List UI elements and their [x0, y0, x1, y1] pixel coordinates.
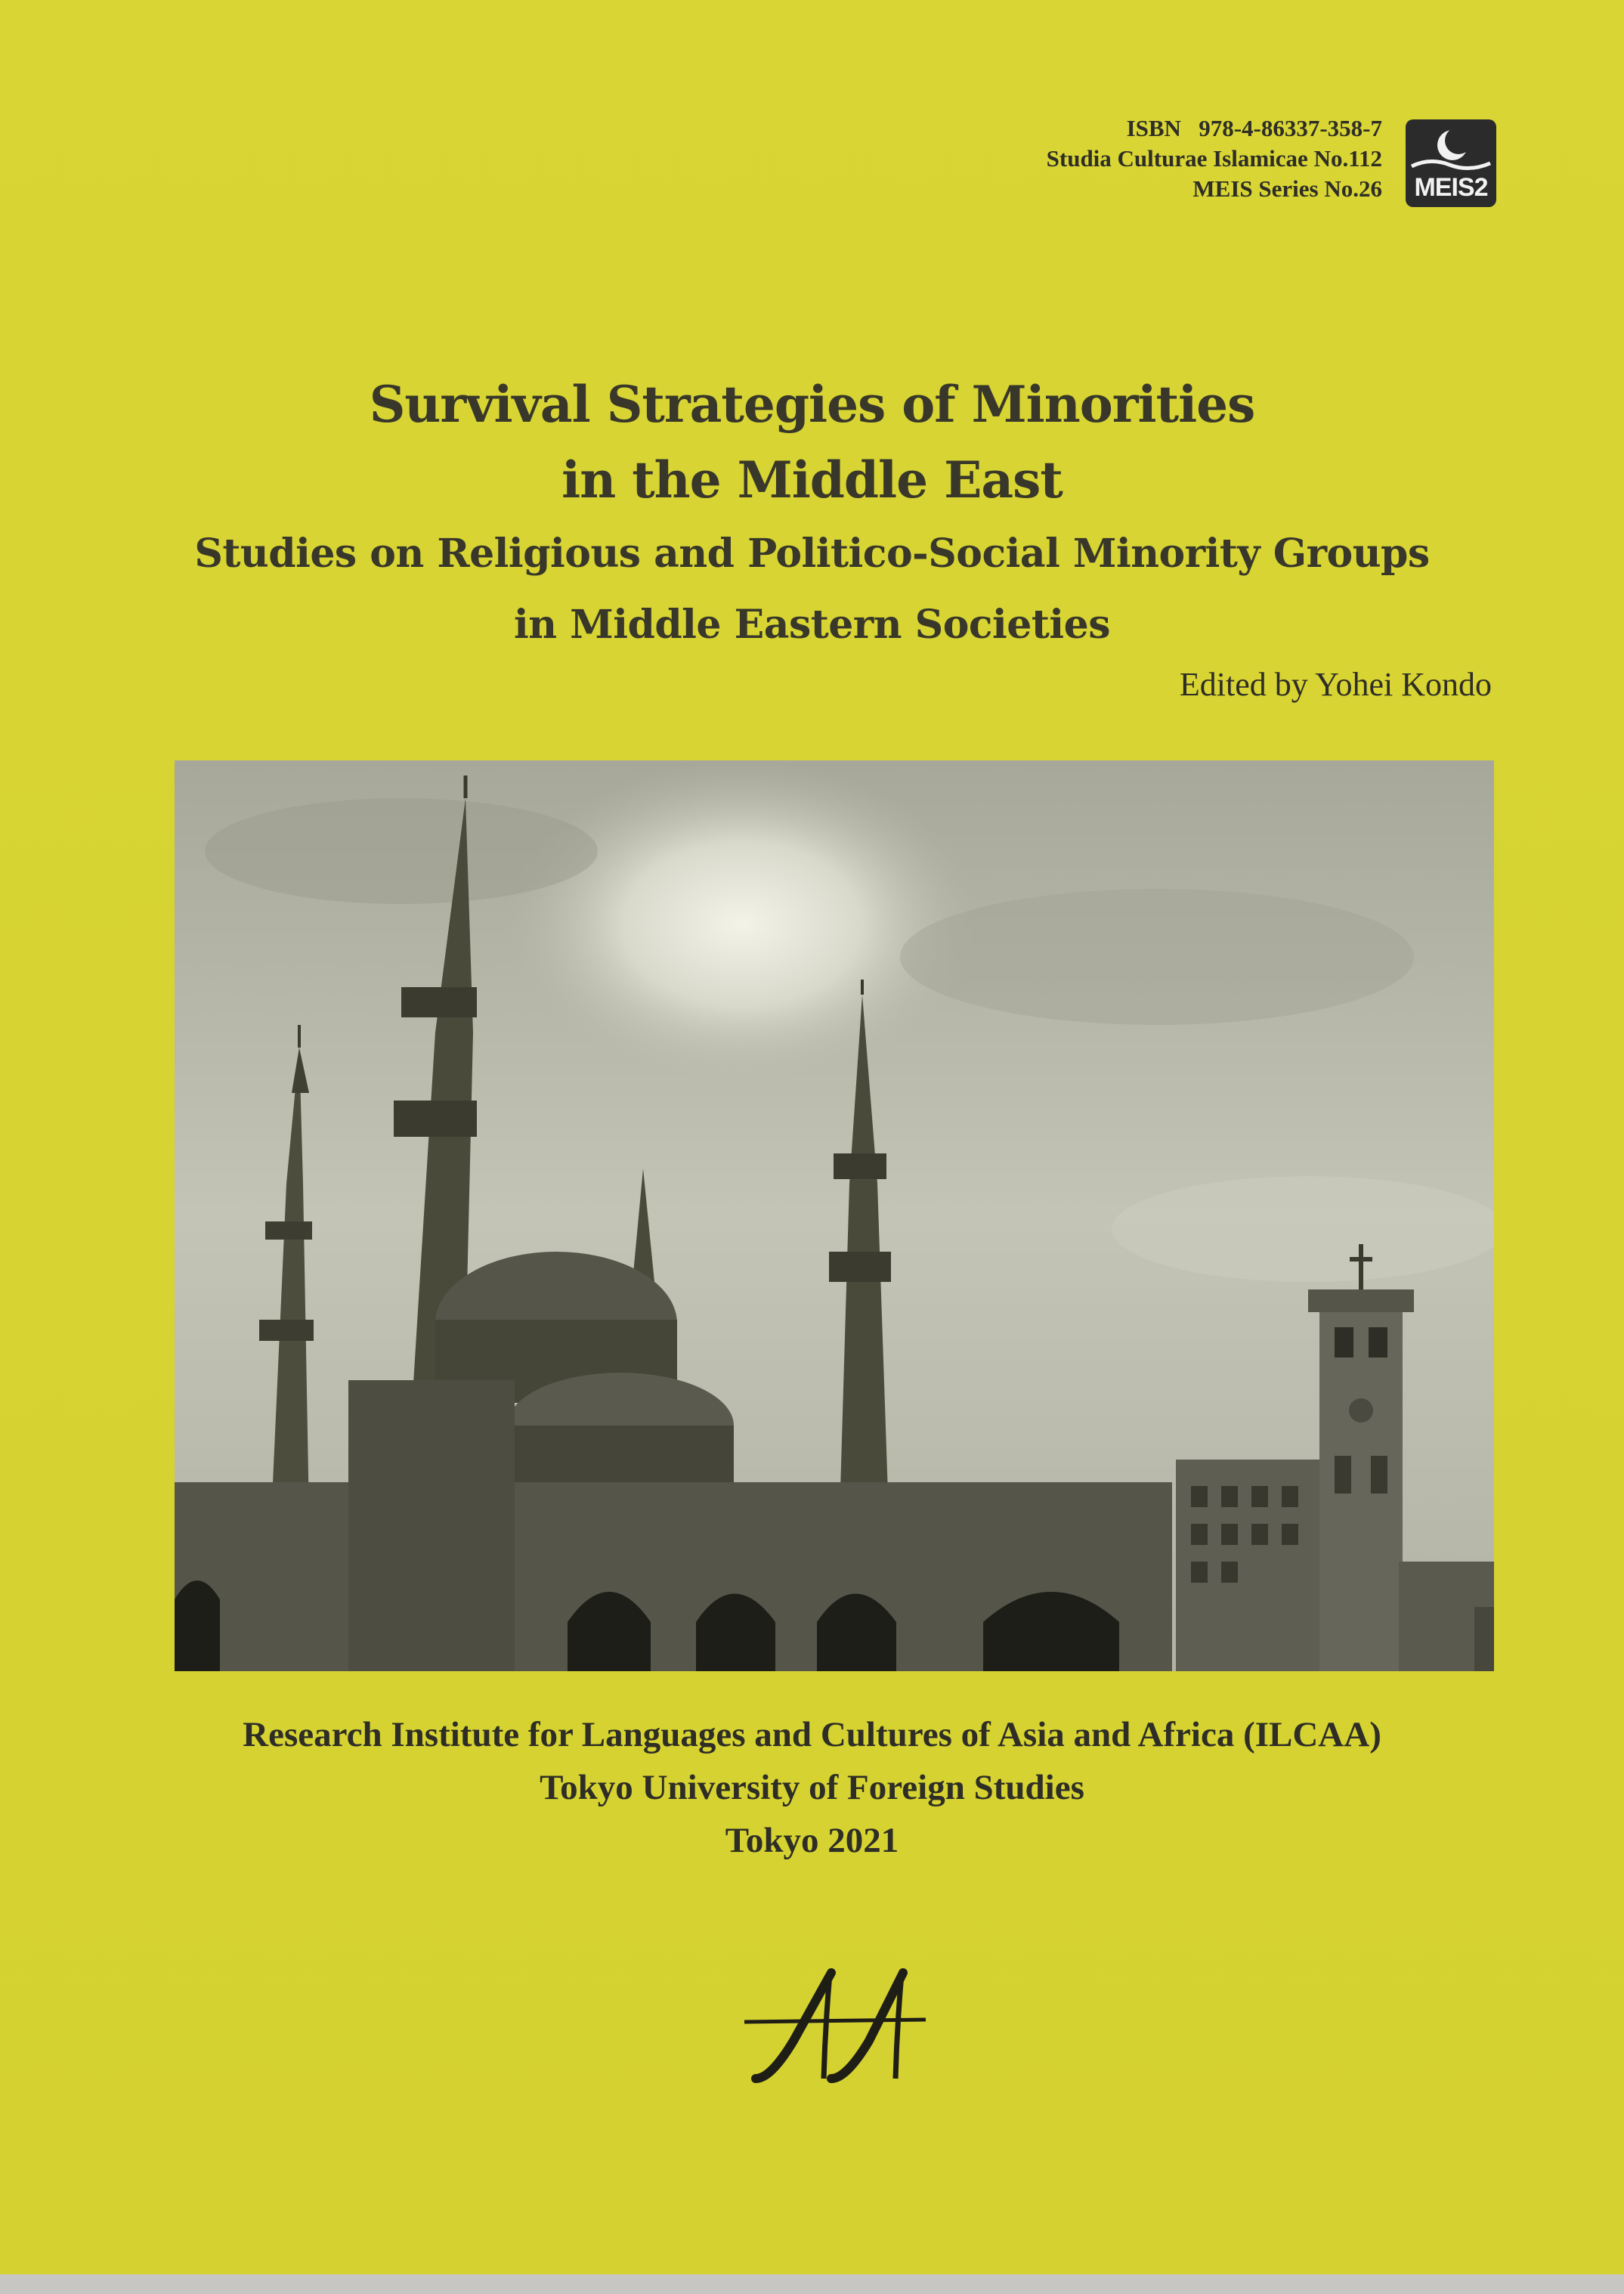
bottom-edge	[0, 2274, 1624, 2294]
publisher-university: Tokyo University of Foreign Studies	[540, 1768, 1084, 1807]
meis-logo	[1406, 119, 1496, 207]
series-studia: Studia Culturae Islamicae No.112	[1046, 145, 1382, 172]
isbn: ISBN 978-4-86337-358-7	[1126, 115, 1382, 141]
title-line-2: in the Middle East	[561, 450, 1063, 509]
title-block	[0, 367, 1624, 660]
cover-photo-mosque	[175, 760, 1494, 1671]
publisher-place-year: Tokyo 2021	[725, 1821, 899, 1860]
series-meis: MEIS Series No.26	[1192, 175, 1382, 202]
publisher-info	[0, 1708, 1624, 1867]
mosque-photo-illustration	[175, 760, 1494, 1671]
series-info	[1047, 113, 1382, 204]
subtitle-line-2: in Middle Eastern Societies	[513, 602, 1111, 648]
meis-logo-text: MEIS2	[1414, 173, 1488, 202]
subtitle-line-1: Studies on Religious and Politico-Social Minority Groups	[194, 531, 1430, 577]
publisher-institute: Research Institute for Languages and Cultures of Asia and Africa (ILCAA)	[243, 1715, 1381, 1754]
aa-monogram-icon	[741, 1965, 930, 2094]
editor-credit: Edited by Yohei Kondo	[1179, 666, 1492, 703]
title-line-1: Survival Strategies of Minorities	[369, 375, 1255, 434]
